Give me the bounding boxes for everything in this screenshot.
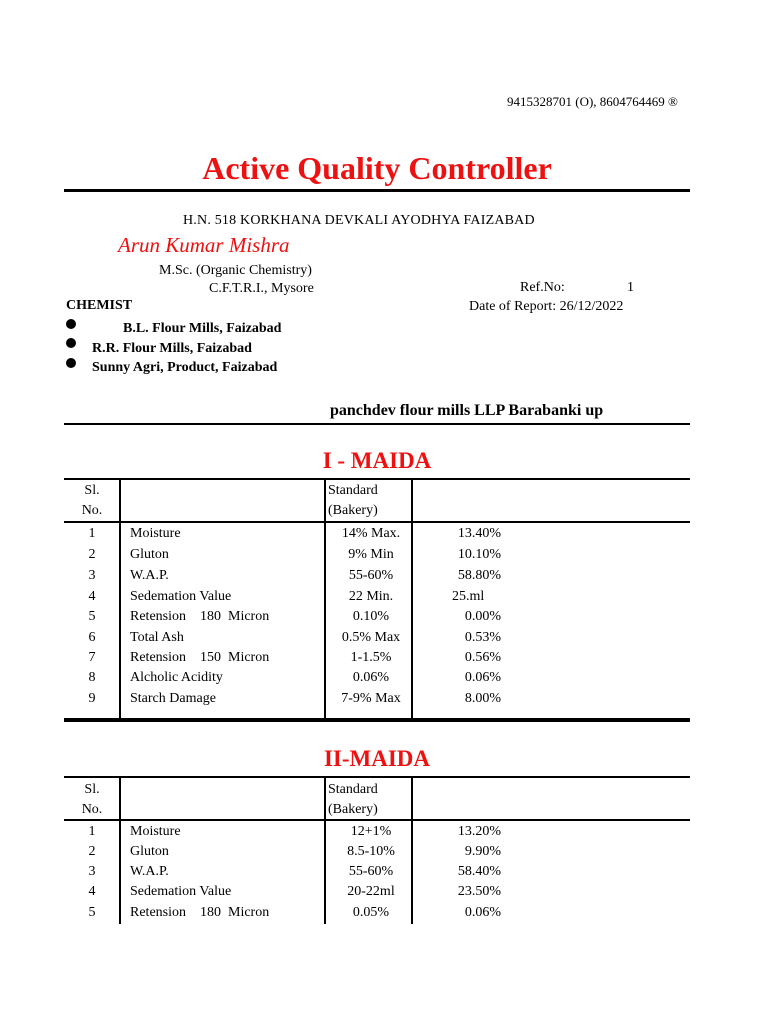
title-rule [64, 189, 690, 192]
row-result: 0.00% [464, 609, 501, 624]
phone-numbers: 9415328701 (O), 8604764469 ® [507, 94, 678, 109]
row-parameter: Moisture [130, 824, 181, 839]
row-sl: 4 [88, 884, 96, 899]
col-header-no: No. [81, 503, 103, 518]
party-rule [64, 423, 690, 425]
row-standard: 7-9% Max [341, 691, 401, 706]
col-header-no: No. [81, 802, 103, 817]
row-sl: 3 [88, 568, 96, 583]
row-standard: 0.5% Max [341, 630, 401, 645]
row-result: 13.40% [457, 526, 501, 541]
row-standard: 9% Min [348, 547, 394, 562]
col-header-standard: Standard [328, 782, 378, 797]
row-sl: 2 [88, 844, 96, 859]
row-result: 58.40% [457, 864, 501, 879]
bullet-icon [66, 358, 76, 368]
row-standard: 22 Min. [348, 589, 394, 604]
row-parameter: Gluton [130, 547, 169, 562]
row-parameter: Moisture [130, 526, 181, 541]
row-parameter: Starch Damage [130, 691, 216, 706]
row-standard: 0.10% [352, 609, 390, 624]
row-parameter: W.A.P. [130, 864, 169, 879]
row-sl: 7 [88, 650, 96, 665]
section-title: II-MAIDA [323, 746, 431, 771]
ref-label: Ref.No: [520, 280, 565, 295]
row-standard: 0.05% [352, 905, 390, 920]
row-result: 23.50% [457, 884, 501, 899]
row-parameter: Retension 180 Micron [130, 905, 270, 920]
results-table [64, 478, 690, 722]
col-header-sl: Sl. [84, 483, 100, 498]
row-sl: 5 [88, 905, 96, 920]
client-item: Sunny Agri, Product, Faizabad [92, 360, 278, 375]
client-item: B.L. Flour Mills, Faizabad [123, 321, 282, 336]
results-table [64, 776, 690, 926]
company-title: Active Quality Controller [202, 150, 552, 186]
row-parameter: Sedemation Value [130, 884, 232, 899]
row-sl: 5 [88, 609, 96, 624]
row-parameter: Retension 150 Micron [130, 650, 270, 665]
row-parameter: Gluton [130, 844, 169, 859]
bullet-icon [66, 338, 76, 348]
row-parameter: W.A.P. [130, 568, 169, 583]
row-result: 9.90% [464, 844, 501, 859]
row-sl: 1 [88, 824, 96, 839]
row-result: 10.10% [457, 547, 501, 562]
row-parameter: Alcholic Acidity [130, 670, 223, 685]
row-parameter: Total Ash [130, 630, 184, 645]
row-result: 8.00% [464, 691, 501, 706]
row-sl: 8 [88, 670, 96, 685]
row-standard: 55-60% [348, 864, 394, 879]
row-standard: 55-60% [348, 568, 394, 583]
row-sl: 2 [88, 547, 96, 562]
party-name: panchdev flour mills LLP Barabanki up [330, 402, 604, 419]
row-result: 0.53% [464, 630, 501, 645]
col-header-bakery: (Bakery) [328, 503, 378, 518]
row-standard: 12+1% [350, 824, 392, 839]
col-header-standard: Standard [328, 483, 378, 498]
row-standard: 1-1.5% [350, 650, 392, 665]
row-sl: 9 [88, 691, 96, 706]
row-standard: 20-22ml [347, 884, 395, 899]
row-result: 13.20% [457, 824, 501, 839]
qualification: M.Sc. (Organic Chemistry) [159, 263, 312, 278]
bullet-icon [66, 319, 76, 329]
col-header-bakery: (Bakery) [328, 802, 378, 817]
designation: CHEMIST [66, 298, 133, 313]
row-result: 58.80% [457, 568, 501, 583]
row-parameter: Sedemation Value [130, 589, 232, 604]
row-result: 25.ml [452, 589, 485, 604]
section-title: I - MAIDA [322, 448, 432, 473]
row-result: 0.06% [464, 905, 501, 920]
address: H.N. 518 KORKHANA DEVKALI AYODHYA FAIZABAD [183, 213, 535, 228]
row-sl: 1 [88, 526, 96, 541]
report-date: Date of Report: 26/12/2022 [469, 299, 624, 314]
row-sl: 3 [88, 864, 96, 879]
row-result: 0.06% [464, 670, 501, 685]
row-standard: 0.06% [352, 670, 390, 685]
row-standard: 8.5-10% [347, 844, 395, 859]
row-sl: 4 [88, 589, 96, 604]
client-item: R.R. Flour Mills, Faizabad [92, 341, 252, 356]
row-parameter: Retension 180 Micron [130, 609, 270, 624]
chemist-name: Arun Kumar Mishra [118, 233, 290, 257]
row-standard: 14% Max. [341, 526, 401, 541]
ref-number: 1 [627, 280, 634, 295]
institute: C.F.T.R.I., Mysore [209, 281, 314, 296]
row-result: 0.56% [464, 650, 501, 665]
row-sl: 6 [88, 630, 96, 645]
col-header-sl: Sl. [84, 782, 100, 797]
